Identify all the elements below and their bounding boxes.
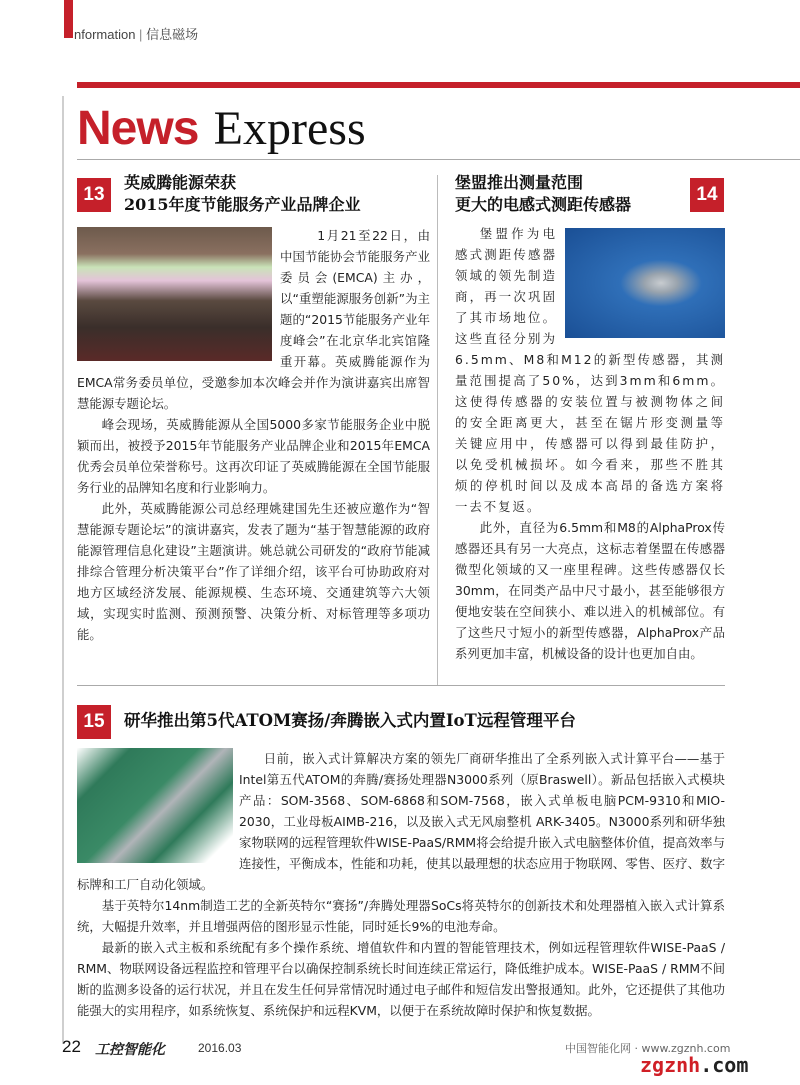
red-bar [77, 82, 800, 88]
section-cn: 信息磁场 [146, 27, 199, 42]
article-body [77, 225, 430, 645]
divider [77, 159, 800, 160]
page-number: 22 [62, 1037, 81, 1056]
paragraph: 1月21至22日，由中国节能协会节能服务产业委员会(EMCA)主办，以“重塑能源服务创新”为主题的“2015节能服务产业年度峰会”在北京华北宾馆隆重开幕。英威腾能源作为EMCA常务委员单位，受邀参加本次峰会并作为演讲嘉宾出席智慧能源专题论坛。 [77, 228, 430, 411]
article-title: 研华推出第5代ATOM赛扬/奔腾嵌入式内置IoT远程管理平台 [124, 711, 576, 730]
watermark-red: zgznh [640, 1053, 701, 1077]
article-title [455, 172, 631, 216]
article-number: 13 [77, 178, 111, 212]
article-number: 14 [690, 178, 724, 212]
conference-photo [77, 227, 272, 361]
site-url: 中国智能化网 · www.zgznh.com [565, 1042, 731, 1055]
paragraph: 日前，嵌入式计算解决方案的领先厂商研华推出了全系列嵌入式计算平台——基于Intel第五代ATOM的奔腾/赛扬处理器N3000系列（原Braswell）。新品包括嵌入式模块产品：SOM-3568、SOM-6868和SOM-7568，嵌入式单板电脑PCM-9310和MIO-2030，工业母板AIMB-216，以及嵌入式无风扇整机 ARK-3405。N3000系列和研华独家物联网的远程管理软件WISE-PaaS/RMM将会给提升嵌入式电脑整体价值，提高效率与连接性，平衡成本，性能和功耗，使其以最理想的状态应用于物联网、零售、医疗、数字标牌和工厂自动化领域。 [77, 751, 725, 892]
magazine-logo: 工控智能化 [95, 1042, 165, 1058]
left-rule [62, 96, 64, 1044]
section-label [74, 24, 198, 43]
paragraph: 此外，英威腾能源公司总经理姚建国先生还被应邀作为“智慧能源专题论坛”的演讲嘉宾，发表了题为“基于智慧能源的政府能源管理信息化建设”主题演讲。姚总就公司研发的“政府节能减排综合管理分析决策平台”作了详细介绍，该平台可协助政府对地方区域经济发展、能源规模、生态环境、交通建筑等六大领域，实现实时监测、预测预警、决策分析、对标管理等多项功能。 [77, 501, 430, 642]
paragraph: 基于英特尔14nm制造工艺的全新英特尔“赛扬”/奔腾处理器SoCs将英特尔的创新技术和处理器植入嵌入式计算系统，大幅提升效率，并且增强两倍的图形显示性能，同时延长9%的电池寿命。 [77, 898, 725, 934]
sensor-photo [565, 228, 725, 338]
watermark [640, 1053, 748, 1077]
divider [77, 685, 725, 686]
article-body [455, 223, 725, 664]
title-news: News [77, 102, 199, 155]
section-mark [64, 0, 73, 38]
section-separator: | [139, 27, 143, 42]
issue-date: 2016.03 [198, 1041, 242, 1055]
article-title [124, 172, 361, 216]
paragraph: 最新的嵌入式主板和系统配有多个操作系统、增值软件和内置的智能管理技术，例如远程管理软件WISE-PaaS / RMM、物联网设备远程监控和管理平台以确保控制系统长时间连续正常运行，降低维护成本。WISE-PaaS / RMM不间断的监测多设备的运行状况，并且在发生任何异常情况时通过电子邮件和短信发出警报通知。此外，它还提供了其他功能强大的实用程序，如系统恢复、系统保护和远程KVM，以便于在系统故障时保护和恢复数据。 [77, 940, 725, 1018]
paragraph: 峰会现场，英威腾能源从全国5000多家节能服务企业中脱颖而出，被授予2015年节能服务产业品牌企业和2015年EMCA优秀会员单位荣誉称号。这再次印证了英威腾能源在全国节能服务行业的品牌知名度和行业影响力。 [77, 417, 430, 495]
motherboard-photo [77, 748, 233, 863]
paragraph: 堡盟作为电感式测距传感器领域的领先制造商，再一次巩固了其市场地位。这些直径分别为6.5mm、M8和M12的新型传感器，其测量范围提高了50%，达到3mm和6mm。这使得传感器的安装位置与被测物体之间的安全距离更大，甚至在锯片形变测量等关键应用中，传感器可以得到最佳防护，以免受机械损坏。如今看来，那些不胜其烦的停机时间以及成本高昂的备选方案将一去不复返。 [455, 226, 725, 514]
paragraph: 此外，直径为6.5mm和M8的AlphaProx传感器还具有另一大亮点，这标志着堡盟在传感器微型化领域的又一座里程碑。这些传感器仅长30mm，在同类产品中尺寸最小，甚至能够很方便地安装在空间狭小、难以进入的机械部位。有了这些尺寸短小的新型传感器，AlphaProx产品系列更加丰富，机械设备的设计也更加自由。 [455, 520, 725, 661]
article-body [77, 748, 725, 1021]
column-divider [437, 175, 438, 685]
watermark-dark: .com [700, 1053, 749, 1077]
title-line: 英威腾能源荣获 [124, 173, 237, 192]
section-en: nformation [74, 27, 136, 42]
title-express: Express [213, 102, 366, 155]
title-line: 更大的电感式测距传感器 [455, 195, 632, 214]
title-line: 2015年度节能服务产业品牌企业 [124, 195, 361, 214]
article-number: 15 [77, 705, 111, 739]
title-line: 堡盟推出测量范围 [455, 173, 584, 192]
page-title [77, 98, 366, 159]
